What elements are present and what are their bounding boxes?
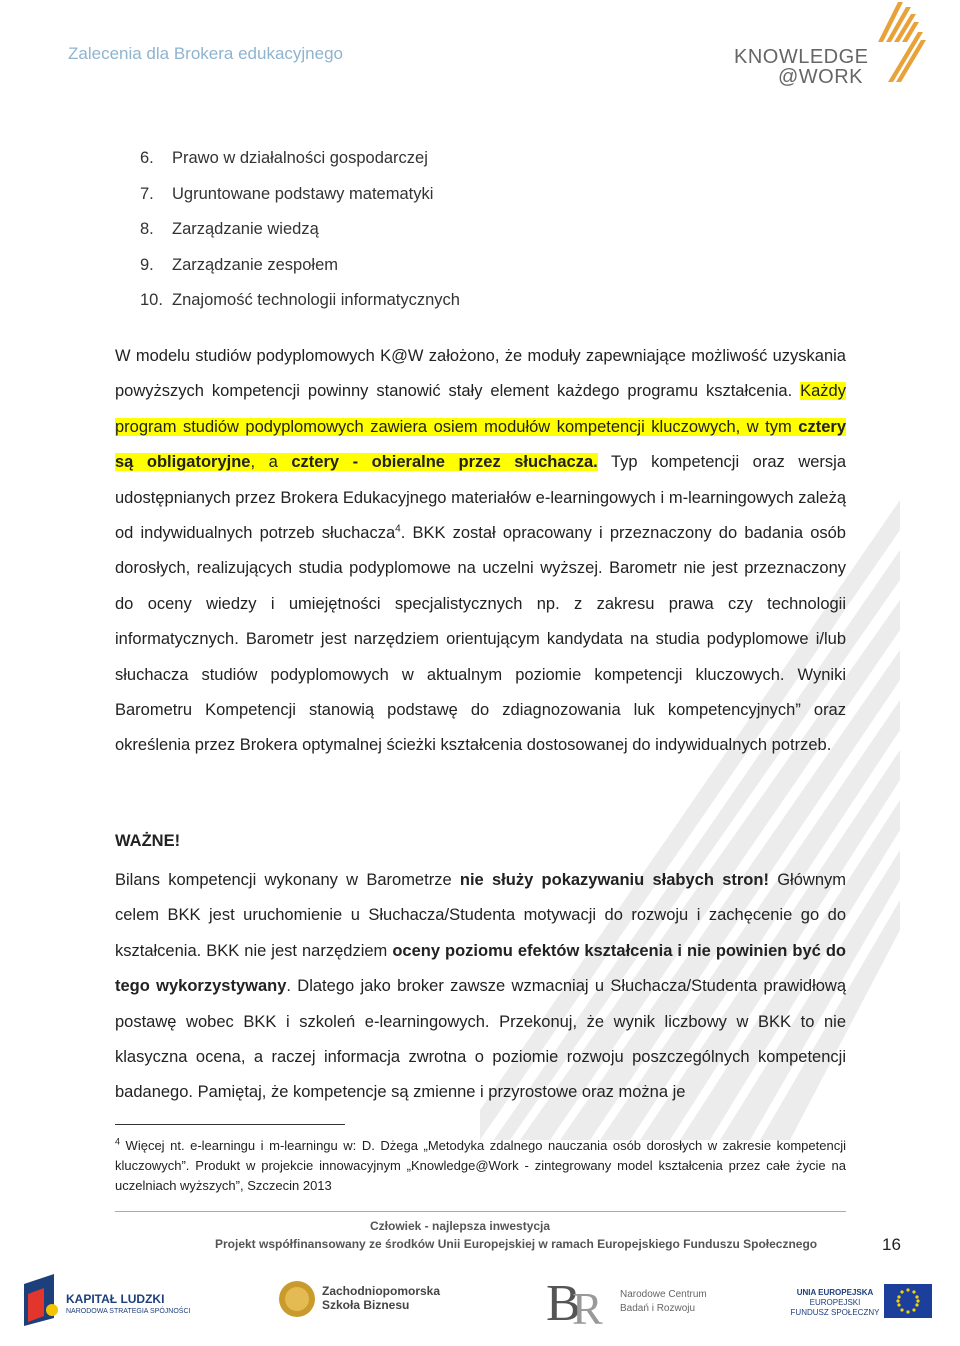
zsb-title: Zachodniopomorska Szkoła Biznesu	[322, 1284, 441, 1312]
logo-line1: KNOWLEDGE	[734, 46, 869, 68]
competency-list	[140, 144, 460, 322]
header-title: Zalecenia dla Brokera edukacyjnego	[68, 44, 344, 63]
knowledge-at-work-logo	[728, 2, 928, 90]
svg-text:R: R	[572, 1283, 603, 1330]
footer-divider	[115, 1211, 846, 1212]
kapital-ludzki-subtitle: NARODOWA STRATEGIA SPÓJNOŚCI	[66, 1308, 191, 1315]
list-item: 6. Prawo w działalności gospodarczej	[140, 149, 428, 167]
body-paragraph-1: W modelu studiów podyplomowych K@W założono, że moduły zapewniające możliwość uzyskania powyższych kompetencji powinny stanowić stały element każdego programu kształcenia. Każdy program studiów podyplomowych zawiera osiem modułów kompetencji kluczowych, w tym cztery są obligatoryjne, a cztery - obieralne przez słuchacza. Typ kompetencji oraz wersja udostępnianych przez Brokera Edukacyjnego materiałów e-learningowych i m-learningowych zależą od indywidualnych potrzeb słuchacza$^4$. BKK został opracowany i przeznaczony do badania osób dorosłych, realizujących studia podyplomowe na uczelni wyższej. Barometr nie jest przeznaczony do oceny wiedzy i umiejętności specjalistycznych np. z zakresu prawa czy technologii informatycznych. Barometr jest narzędziem orientującym kandydata na studia podyplomowe i/lub słuchacza studiów podyplomowych w aktualnym poziomie kompetencji kluczowych. Wyniki Barometru Kompetencji stanowią podstawę do zdiagnozowania luk kompetencyjnych” oraz określenia przez Brokera optymalnej ścieżki kształcenia dostosowanej do indywidualnych potrzeb.	[115, 347, 847, 755]
banner-line1: Człowiek - najlepsza inwestycja	[370, 1219, 551, 1233]
kapital-ludzki-icon	[24, 1274, 62, 1326]
page-number: 16	[882, 1235, 901, 1254]
footnote-divider	[115, 1124, 345, 1125]
footnote: $^4$ Więcej nt. e-learningu i m-learningu w: D. Dżega „Metodyka zdalnego nauczania osób dorosłych w zakresie kompetencji kluczowych”. Produkt w projekcie innowacyjnym „Knowledge@Work - zintegrowany model kształcenia przez całe życie na uczelniach wyższych”, Szczecin 2013	[115, 1136, 846, 1193]
ue-caption: UNIA EUROPEJSKA EUROPEJSKI FUNDUSZ SPOŁECZNY	[790, 1288, 880, 1317]
highlighted-text: Każdy program studiów podyplomowych zawiera osiem modułów kompetencji kluczowych, w tym cztery są obligatoryjne, a cztery - obieralne przez słuchacza.	[115, 382, 846, 472]
eu-flag-icon	[884, 1284, 932, 1318]
ncbr-logo-icon	[546, 1274, 610, 1330]
list-item: 9. Zarządzanie zespołem	[140, 255, 338, 274]
ncbr-name: Narodowe Centrum Badań i Rozwoju	[620, 1289, 707, 1314]
zsb-seal-icon	[278, 1280, 316, 1318]
list-item: 10. Znajomość technologii informatycznych	[140, 291, 460, 309]
banner-line2: Projekt współfinansowany ze środków Unii Europejskiej w ramach Europejskiego Funduszu Społecznego	[215, 1237, 818, 1251]
important-heading: WAŻNE!	[115, 832, 181, 850]
footer-logos	[0, 1262, 960, 1346]
svg-text:B: B	[546, 1275, 581, 1330]
kapital-ludzki-title: KAPITAŁ LUDZKI	[66, 1292, 165, 1306]
list-item: 8. Zarządzanie wiedzą	[140, 220, 319, 238]
logo-line2: @WORK	[778, 66, 864, 88]
footnote-ref: 4	[395, 523, 401, 535]
body-paragraph-2: Bilans kompetencji wykonany w Barometrze nie służy pokazywaniu słabych stron! Głównym celem BKK jest uruchomienie u Słuchacza/Studenta motywacji do rozwoju i zachęcenie go do kształcenia. BKK nie jest narzędziem oceny poziomu efektów kształcenia i nie powinien być do tego wykorzystywany. Dlatego jako broker zawsze wzmacniaj u Słuchacza/Studenta prawidłową postawę wobec BKK i szkoleń e-learningowych. Przekonuj, że wynik liczbowy w BKK to nie klasyczna ocena, a raczej informacja zwrotna o poziomie rozwoju poszczególnych kompetencji badanego. Pamiętaj, że kompetencje są zmienne i przyrostowe oraz można je	[115, 871, 846, 1102]
list-item: 7. Ugruntowane podstawy matematyki	[140, 184, 434, 203]
